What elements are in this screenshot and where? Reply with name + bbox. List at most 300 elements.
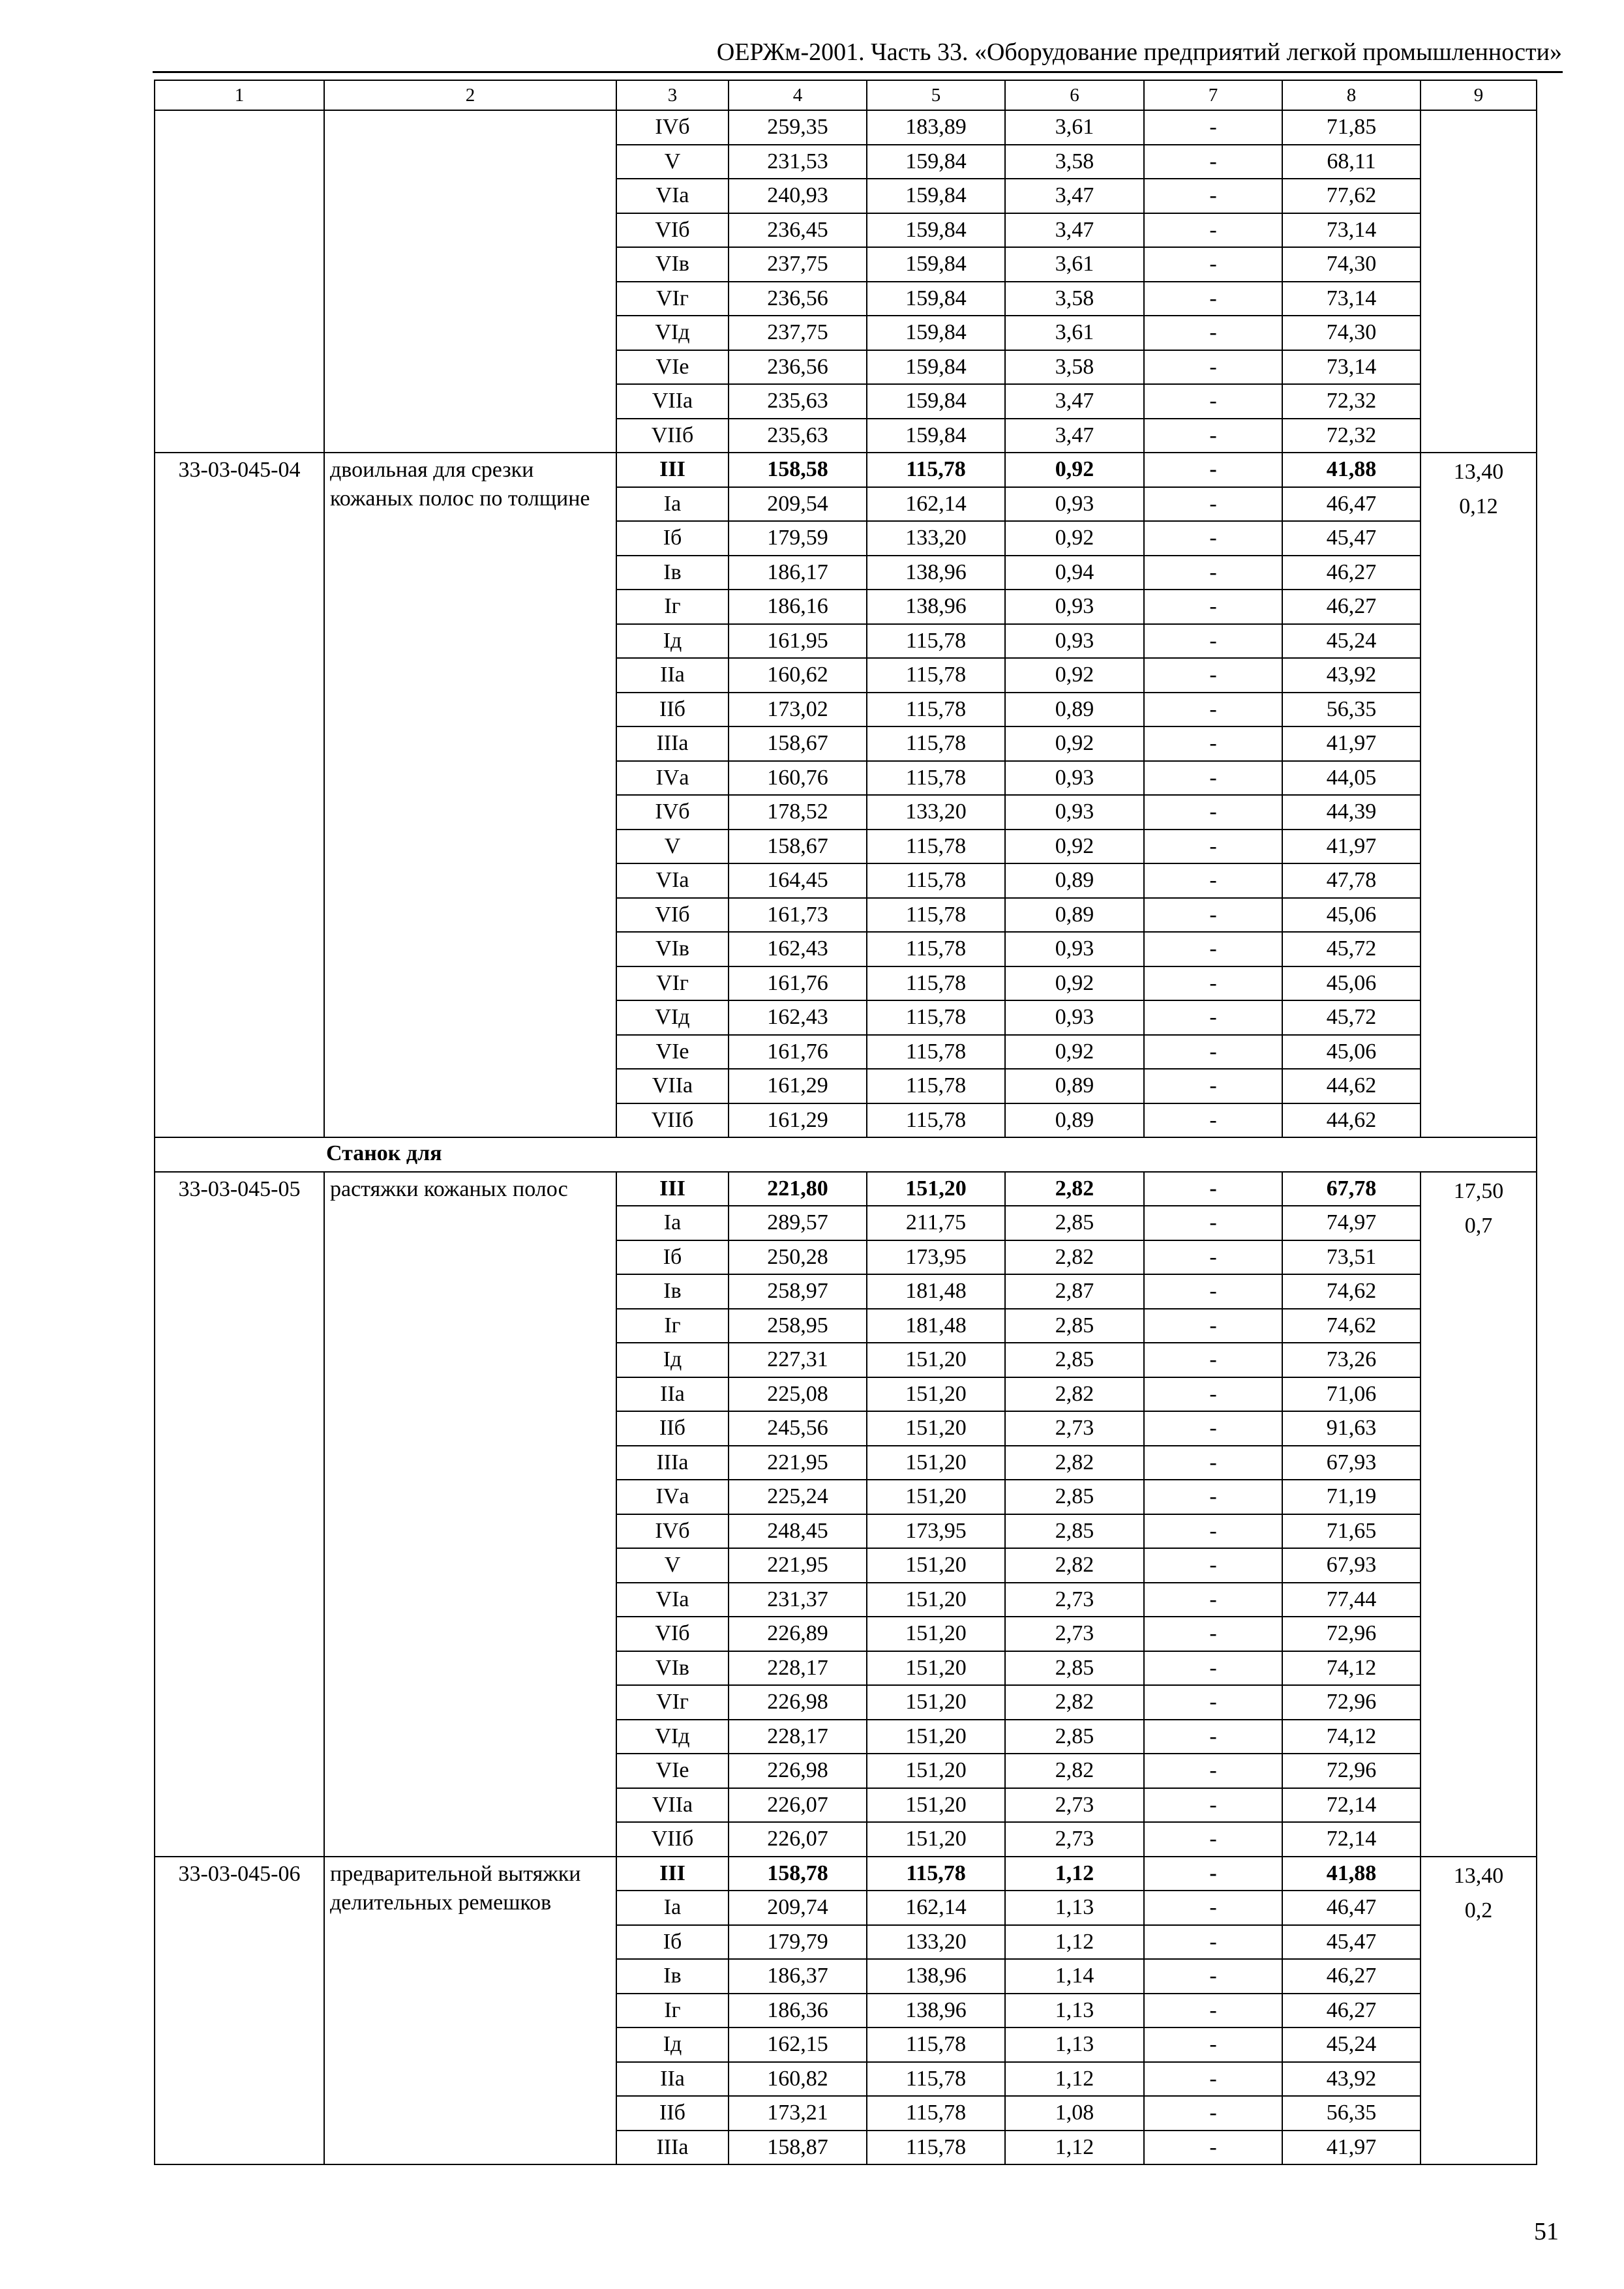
materials-cell: 73,14 (1282, 350, 1421, 385)
driver-wages-cell: - (1144, 830, 1282, 864)
total-cost-cell: 245,56 (729, 1411, 867, 1446)
zone-cell: VIв (616, 932, 729, 966)
wages-cell: 181,48 (867, 1274, 1005, 1309)
zone-cell: VIб (616, 213, 729, 248)
machine-cost-cell: 3,61 (1005, 316, 1144, 350)
materials-cell: 41,97 (1282, 726, 1421, 761)
rate-code-cell (155, 110, 324, 453)
machine-cost-cell: 0,93 (1005, 761, 1144, 796)
wages-cell: 115,78 (867, 693, 1005, 727)
total-cost-cell: 227,31 (729, 1343, 867, 1377)
driver-wages-cell: - (1144, 761, 1282, 796)
materials-cell: 45,72 (1282, 932, 1421, 966)
materials-cell: 72,14 (1282, 1788, 1421, 1823)
zone-cell: IVа (616, 1480, 729, 1514)
total-cost-cell: 225,24 (729, 1480, 867, 1514)
driver-wages-cell: - (1144, 2027, 1282, 2062)
materials-cell: 45,06 (1282, 966, 1421, 1001)
machine-cost-cell: 1,12 (1005, 1857, 1144, 1891)
machine-cost-cell: 2,82 (1005, 1548, 1144, 1583)
driver-wages-cell: - (1144, 726, 1282, 761)
driver-wages-cell: - (1144, 863, 1282, 898)
driver-wages-cell: - (1144, 247, 1282, 282)
driver-wages-cell: - (1144, 1480, 1282, 1514)
zone-cell: IIIа (616, 1446, 729, 1480)
total-cost-cell: 186,37 (729, 1959, 867, 1994)
wages-cell: 211,75 (867, 1206, 1005, 1240)
mass-cell (1421, 1172, 1537, 1857)
materials-cell: 74,12 (1282, 1720, 1421, 1754)
total-cost-cell: 258,97 (729, 1274, 867, 1309)
driver-wages-cell: - (1144, 1651, 1282, 1686)
wages-cell: 151,20 (867, 1617, 1005, 1651)
zone-cell: IIа (616, 1377, 729, 1412)
machine-cost-cell: 3,47 (1005, 179, 1144, 213)
machine-cost-cell: 2,87 (1005, 1274, 1144, 1309)
wages-cell: 115,78 (867, 1103, 1005, 1138)
mass-value: 13,40 (1453, 1863, 1504, 1888)
driver-wages-cell: - (1144, 316, 1282, 350)
zone-cell: VIIб (616, 419, 729, 453)
machine-cost-cell: 0,92 (1005, 453, 1144, 487)
materials-cell: 47,78 (1282, 863, 1421, 898)
zone-cell: Iб (616, 1240, 729, 1275)
materials-cell: 74,30 (1282, 247, 1421, 282)
column-number-cell: 3 (616, 80, 729, 110)
wages-cell: 162,14 (867, 1891, 1005, 1925)
total-cost-cell: 231,37 (729, 1583, 867, 1617)
zone-cell: VIIа (616, 384, 729, 419)
total-cost-cell: 186,17 (729, 556, 867, 590)
zone-cell: VIв (616, 247, 729, 282)
machine-cost-cell: 1,08 (1005, 2096, 1144, 2131)
machine-cost-cell: 2,82 (1005, 1685, 1144, 1720)
driver-wages-cell: - (1144, 1103, 1282, 1138)
materials-cell: 43,92 (1282, 2062, 1421, 2097)
machine-cost-cell: 0,89 (1005, 1069, 1144, 1103)
mass-cell (1421, 110, 1537, 453)
total-cost-cell: 221,95 (729, 1446, 867, 1480)
wages-cell: 151,20 (867, 1583, 1005, 1617)
materials-cell: 44,05 (1282, 761, 1421, 796)
wages-cell: 173,95 (867, 1240, 1005, 1275)
total-cost-cell: 161,76 (729, 1035, 867, 1070)
total-cost-cell: 226,89 (729, 1617, 867, 1651)
driver-wages-cell: - (1144, 419, 1282, 453)
total-cost-cell: 178,52 (729, 795, 867, 830)
total-cost-cell: 225,08 (729, 1377, 867, 1412)
zone-cell: VIе (616, 1035, 729, 1070)
wages-cell: 151,20 (867, 1788, 1005, 1823)
total-cost-cell: 228,17 (729, 1720, 867, 1754)
driver-wages-cell: - (1144, 1377, 1282, 1412)
wages-cell: 138,96 (867, 590, 1005, 624)
zone-cell: VIе (616, 350, 729, 385)
driver-wages-cell: - (1144, 487, 1282, 522)
materials-cell: 41,88 (1282, 1857, 1421, 1891)
materials-cell: 44,62 (1282, 1069, 1421, 1103)
price-table (154, 80, 1537, 2165)
machine-cost-cell: 0,93 (1005, 1000, 1144, 1035)
total-cost-cell: 160,62 (729, 658, 867, 693)
column-number-cell: 2 (324, 80, 616, 110)
materials-cell: 56,35 (1282, 2096, 1421, 2131)
wages-cell: 115,78 (867, 932, 1005, 966)
machine-cost-cell: 1,14 (1005, 1959, 1144, 1994)
equipment-name-cell (324, 110, 616, 453)
column-number-cell: 6 (1005, 80, 1144, 110)
total-cost-cell: 164,45 (729, 863, 867, 898)
wages-cell: 115,78 (867, 2096, 1005, 2131)
machine-cost-cell: 3,58 (1005, 350, 1144, 385)
zone-cell: IIIа (616, 2131, 729, 2165)
wages-cell: 133,20 (867, 795, 1005, 830)
zone-cell: VIа (616, 1583, 729, 1617)
driver-wages-cell: - (1144, 2062, 1282, 2097)
wages-cell: 159,84 (867, 419, 1005, 453)
total-cost-cell: 158,87 (729, 2131, 867, 2165)
driver-wages-cell: - (1144, 145, 1282, 179)
wages-cell: 115,78 (867, 761, 1005, 796)
driver-wages-cell: - (1144, 110, 1282, 145)
driver-wages-cell: - (1144, 350, 1282, 385)
machine-cost-cell: 0,93 (1005, 795, 1144, 830)
materials-cell: 71,65 (1282, 1514, 1421, 1549)
zone-cell: IIа (616, 2062, 729, 2097)
table-row (155, 110, 1537, 145)
zone-cell: Iд (616, 624, 729, 659)
total-cost-cell: 289,57 (729, 1206, 867, 1240)
zone-cell: V (616, 145, 729, 179)
column-number-cell: 9 (1421, 80, 1537, 110)
driver-wages-cell: - (1144, 624, 1282, 659)
materials-cell: 91,63 (1282, 1411, 1421, 1446)
total-cost-cell: 161,73 (729, 898, 867, 933)
zone-cell: VIг (616, 966, 729, 1001)
machine-cost-cell: 1,13 (1005, 2027, 1144, 2062)
driver-wages-cell: - (1144, 2096, 1282, 2131)
zone-cell: VIIа (616, 1069, 729, 1103)
zone-cell: VIIа (616, 1788, 729, 1823)
driver-wages-cell: - (1144, 1309, 1282, 1343)
wages-cell: 151,20 (867, 1446, 1005, 1480)
wages-cell: 159,84 (867, 179, 1005, 213)
wages-cell: 151,20 (867, 1343, 1005, 1377)
driver-wages-cell: - (1144, 1788, 1282, 1823)
materials-cell: 56,35 (1282, 693, 1421, 727)
machine-cost-cell: 3,47 (1005, 419, 1144, 453)
total-cost-cell: 162,43 (729, 932, 867, 966)
machine-cost-cell: 2,73 (1005, 1617, 1144, 1651)
machine-cost-cell: 2,73 (1005, 1583, 1144, 1617)
total-cost-cell: 158,67 (729, 830, 867, 864)
driver-wages-cell: - (1144, 1857, 1282, 1891)
wages-cell: 159,84 (867, 316, 1005, 350)
materials-cell: 71,19 (1282, 1480, 1421, 1514)
zone-cell: III (616, 1172, 729, 1206)
zone-cell: Iд (616, 2027, 729, 2062)
wages-cell: 115,78 (867, 1035, 1005, 1070)
machine-cost-cell: 1,13 (1005, 1891, 1144, 1925)
total-cost-cell: 228,17 (729, 1651, 867, 1686)
machine-cost-cell: 3,47 (1005, 213, 1144, 248)
total-cost-cell: 179,79 (729, 1925, 867, 1960)
table-row (155, 1172, 1537, 1206)
driver-wages-cell: - (1144, 1685, 1282, 1720)
machine-cost-cell: 1,12 (1005, 2062, 1144, 2097)
machine-cost-cell: 2,85 (1005, 1343, 1144, 1377)
total-cost-cell: 161,29 (729, 1069, 867, 1103)
materials-cell: 45,47 (1282, 1925, 1421, 1960)
wages-cell: 115,78 (867, 2027, 1005, 2062)
total-cost-cell: 173,21 (729, 2096, 867, 2131)
total-cost-cell: 160,76 (729, 761, 867, 796)
wages-cell: 115,78 (867, 1857, 1005, 1891)
wages-cell: 151,20 (867, 1754, 1005, 1788)
total-cost-cell: 221,80 (729, 1172, 867, 1206)
machine-cost-cell: 2,85 (1005, 1206, 1144, 1240)
materials-cell: 46,27 (1282, 1994, 1421, 2028)
materials-cell: 44,39 (1282, 795, 1421, 830)
total-cost-cell: 161,76 (729, 966, 867, 1001)
driver-wages-cell: - (1144, 1343, 1282, 1377)
zone-cell: VIе (616, 1754, 729, 1788)
total-cost-cell: 248,45 (729, 1514, 867, 1549)
column-number-cell: 4 (729, 80, 867, 110)
driver-wages-cell: - (1144, 1994, 1282, 2028)
total-cost-cell: 161,29 (729, 1103, 867, 1138)
materials-cell: 45,72 (1282, 1000, 1421, 1035)
wages-cell: 151,20 (867, 1651, 1005, 1686)
driver-wages-cell: - (1144, 1925, 1282, 1960)
wages-cell: 181,48 (867, 1309, 1005, 1343)
rate-code-cell: 33-03-045-05 (155, 1172, 324, 1857)
wages-cell: 115,78 (867, 453, 1005, 487)
driver-wages-cell: - (1144, 2131, 1282, 2165)
zone-cell: VIв (616, 1651, 729, 1686)
driver-wages-cell: - (1144, 1583, 1282, 1617)
total-cost-cell: 221,95 (729, 1548, 867, 1583)
driver-wages-cell: - (1144, 1822, 1282, 1857)
driver-wages-cell: - (1144, 898, 1282, 933)
materials-cell: 72,96 (1282, 1754, 1421, 1788)
wages-cell: 115,78 (867, 658, 1005, 693)
mass-value: 0,12 (1459, 494, 1498, 518)
wages-cell: 115,78 (867, 2062, 1005, 2097)
wages-cell: 162,14 (867, 487, 1005, 522)
equipment-name-cell: предварительной вытяжки делительных ремешков (324, 1857, 616, 2165)
zone-cell: Iг (616, 1309, 729, 1343)
mass-value: 0,2 (1464, 1898, 1493, 1922)
driver-wages-cell: - (1144, 966, 1282, 1001)
total-cost-cell: 179,59 (729, 521, 867, 556)
zone-cell: IVа (616, 761, 729, 796)
wages-cell: 115,78 (867, 726, 1005, 761)
zone-cell: V (616, 1548, 729, 1583)
column-number-row (155, 80, 1537, 110)
total-cost-cell: 240,93 (729, 179, 867, 213)
total-cost-cell: 237,75 (729, 247, 867, 282)
total-cost-cell: 158,67 (729, 726, 867, 761)
zone-cell: VIд (616, 316, 729, 350)
driver-wages-cell: - (1144, 1617, 1282, 1651)
zone-cell: IIб (616, 1411, 729, 1446)
total-cost-cell: 209,54 (729, 487, 867, 522)
wages-cell: 115,78 (867, 898, 1005, 933)
machine-cost-cell: 0,89 (1005, 693, 1144, 727)
wages-cell: 151,20 (867, 1480, 1005, 1514)
materials-cell: 45,47 (1282, 521, 1421, 556)
driver-wages-cell: - (1144, 282, 1282, 316)
zone-cell: IIб (616, 2096, 729, 2131)
zone-cell: VIд (616, 1720, 729, 1754)
driver-wages-cell: - (1144, 1274, 1282, 1309)
machine-cost-cell: 0,93 (1005, 487, 1144, 522)
zone-cell: IVб (616, 110, 729, 145)
materials-cell: 73,51 (1282, 1240, 1421, 1275)
wages-cell: 159,84 (867, 247, 1005, 282)
driver-wages-cell: - (1144, 453, 1282, 487)
zone-cell: VIIб (616, 1103, 729, 1138)
page-header-title: ОЕРЖм-2001. Часть 33. «Оборудование предприятий легкой промышленности» (716, 38, 1562, 66)
section-heading: Станок для (155, 1137, 1537, 1172)
wages-cell: 138,96 (867, 556, 1005, 590)
total-cost-cell: 186,36 (729, 1994, 867, 2028)
section-heading-row (155, 1137, 1537, 1172)
wages-cell: 133,20 (867, 1925, 1005, 1960)
materials-cell: 74,30 (1282, 316, 1421, 350)
total-cost-cell: 162,43 (729, 1000, 867, 1035)
materials-cell: 45,24 (1282, 2027, 1421, 2062)
mass-cell (1421, 1857, 1537, 2165)
machine-cost-cell: 2,85 (1005, 1651, 1144, 1686)
driver-wages-cell: - (1144, 1206, 1282, 1240)
driver-wages-cell: - (1144, 1035, 1282, 1070)
equipment-name-cell: растяжки кожаных полос (324, 1172, 616, 1857)
zone-cell: III (616, 1857, 729, 1891)
driver-wages-cell: - (1144, 1000, 1282, 1035)
materials-cell: 46,27 (1282, 590, 1421, 624)
total-cost-cell: 236,45 (729, 213, 867, 248)
materials-cell: 72,32 (1282, 419, 1421, 453)
zone-cell: IVб (616, 1514, 729, 1549)
rate-code-cell: 33-03-045-06 (155, 1857, 324, 2165)
machine-cost-cell: 0,89 (1005, 1103, 1144, 1138)
wages-cell: 151,20 (867, 1411, 1005, 1446)
machine-cost-cell: 2,82 (1005, 1172, 1144, 1206)
zone-cell: VIг (616, 282, 729, 316)
zone-cell: V (616, 830, 729, 864)
zone-cell: Iа (616, 1891, 729, 1925)
wages-cell: 115,78 (867, 966, 1005, 1001)
mass-cell (1421, 453, 1537, 1137)
machine-cost-cell: 0,93 (1005, 624, 1144, 659)
materials-cell: 74,62 (1282, 1309, 1421, 1343)
total-cost-cell: 162,15 (729, 2027, 867, 2062)
zone-cell: Iб (616, 1925, 729, 1960)
wages-cell: 159,84 (867, 350, 1005, 385)
machine-cost-cell: 3,61 (1005, 247, 1144, 282)
column-number-cell: 8 (1282, 80, 1421, 110)
page-number: 51 (1534, 2218, 1559, 2245)
zone-cell: IIа (616, 658, 729, 693)
wages-cell: 151,20 (867, 1720, 1005, 1754)
machine-cost-cell: 2,82 (1005, 1240, 1144, 1275)
materials-cell: 68,11 (1282, 145, 1421, 179)
total-cost-cell: 235,63 (729, 419, 867, 453)
machine-cost-cell: 3,58 (1005, 145, 1144, 179)
column-number-cell: 1 (155, 80, 324, 110)
zone-cell: Iд (616, 1343, 729, 1377)
total-cost-cell: 236,56 (729, 282, 867, 316)
zone-cell: VIIб (616, 1822, 729, 1857)
materials-cell: 72,14 (1282, 1822, 1421, 1857)
column-number-cell: 5 (867, 80, 1005, 110)
machine-cost-cell: 2,85 (1005, 1720, 1144, 1754)
materials-cell: 41,88 (1282, 453, 1421, 487)
wages-cell: 115,78 (867, 830, 1005, 864)
materials-cell: 45,24 (1282, 624, 1421, 659)
materials-cell: 41,97 (1282, 2131, 1421, 2165)
wages-cell: 115,78 (867, 624, 1005, 659)
zone-cell: IIIа (616, 726, 729, 761)
machine-cost-cell: 2,73 (1005, 1788, 1144, 1823)
machine-cost-cell: 3,61 (1005, 110, 1144, 145)
zone-cell: III (616, 453, 729, 487)
materials-cell: 46,27 (1282, 556, 1421, 590)
materials-cell: 74,97 (1282, 1206, 1421, 1240)
driver-wages-cell: - (1144, 1720, 1282, 1754)
total-cost-cell: 226,07 (729, 1822, 867, 1857)
total-cost-cell: 158,58 (729, 453, 867, 487)
driver-wages-cell: - (1144, 556, 1282, 590)
zone-cell: VIб (616, 1617, 729, 1651)
driver-wages-cell: - (1144, 1172, 1282, 1206)
total-cost-cell: 237,75 (729, 316, 867, 350)
wages-cell: 138,96 (867, 1959, 1005, 1994)
driver-wages-cell: - (1144, 1411, 1282, 1446)
wages-cell: 151,20 (867, 1377, 1005, 1412)
total-cost-cell: 226,98 (729, 1685, 867, 1720)
wages-cell: 183,89 (867, 110, 1005, 145)
total-cost-cell: 158,78 (729, 1857, 867, 1891)
zone-cell: IIб (616, 693, 729, 727)
wages-cell: 159,84 (867, 282, 1005, 316)
materials-cell: 44,62 (1282, 1103, 1421, 1138)
zone-cell: Iа (616, 1206, 729, 1240)
wages-cell: 173,95 (867, 1514, 1005, 1549)
materials-cell: 74,62 (1282, 1274, 1421, 1309)
wages-cell: 138,96 (867, 1994, 1005, 2028)
materials-cell: 73,14 (1282, 213, 1421, 248)
driver-wages-cell: - (1144, 1446, 1282, 1480)
zone-cell: Iг (616, 590, 729, 624)
wages-cell: 151,20 (867, 1172, 1005, 1206)
equipment-name-cell: двоильная для срезки кожаных полос по толщине (324, 453, 616, 1137)
column-number-cell: 7 (1144, 80, 1282, 110)
materials-cell: 67,93 (1282, 1548, 1421, 1583)
zone-cell: IVб (616, 795, 729, 830)
materials-cell: 73,14 (1282, 282, 1421, 316)
machine-cost-cell: 3,47 (1005, 384, 1144, 419)
machine-cost-cell: 0,94 (1005, 556, 1144, 590)
materials-cell: 71,06 (1282, 1377, 1421, 1412)
driver-wages-cell: - (1144, 1891, 1282, 1925)
total-cost-cell: 226,07 (729, 1788, 867, 1823)
driver-wages-cell: - (1144, 1754, 1282, 1788)
total-cost-cell: 250,28 (729, 1240, 867, 1275)
wages-cell: 115,78 (867, 1000, 1005, 1035)
